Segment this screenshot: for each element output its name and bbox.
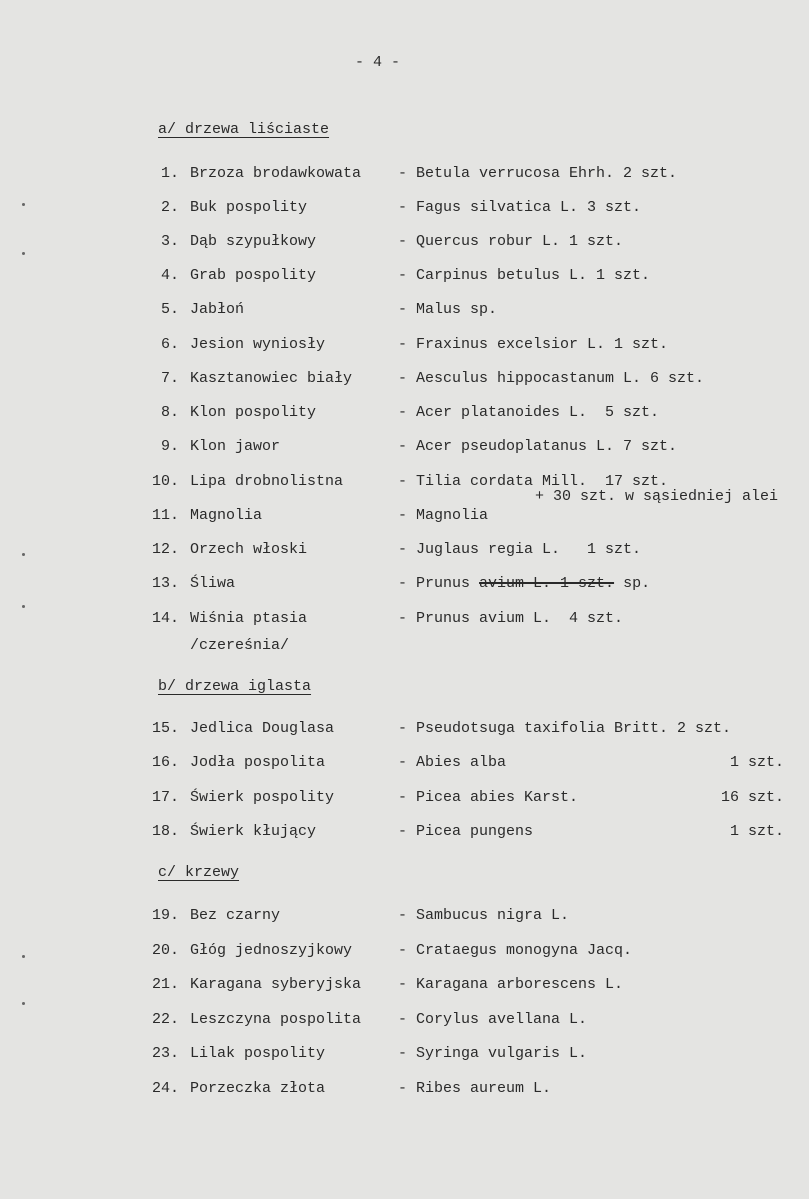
item-number: 21. [151,976,179,993]
item-number: 3. [160,233,179,250]
item-number: 6. [160,336,179,353]
polish-name: Orzech włoski [190,541,308,558]
polish-name: Buk pospolity [190,199,308,216]
item-number: 2. [160,199,179,216]
polish-name: Głóg jednoszyjkowy [190,942,353,959]
item-number: 10. [151,473,179,490]
polish-name: Świerk pospolity [190,789,335,806]
latin-name: - Fraxinus excelsior L. 1 szt. [398,336,669,353]
latin-name [398,575,650,593]
polish-name: Grab pospolity [190,267,317,284]
margin-dot [22,955,25,958]
latin-name: - Quercus robur L. 1 szt. [398,233,624,250]
item-number: 15. [151,720,179,737]
latin-name: - Acer platanoides L. 5 szt. [398,404,660,421]
margin-dot [22,1002,25,1005]
polish-name: Kasztanowiec biały [190,370,353,387]
latin-name: - Karagana arborescens L. [398,976,624,993]
latin-name: - Tilia cordata Mill. 17 szt. [398,473,669,490]
latin-name-suffix: sp. [614,575,651,592]
margin-dot [22,605,25,608]
latin-name: - Ribes aureum L. [398,1080,552,1097]
polish-name: Jedlica Douglasa [190,720,335,737]
polish-name: Leszczyna pospolita [190,1011,362,1028]
margin-dot [22,553,25,556]
note-extra: + 30 szt. w sąsiedniej alei [535,488,779,505]
item-number: 12. [151,541,179,558]
latin-name: - Abies alba [398,754,507,771]
count: 1 szt. [729,754,784,771]
latin-name: - Picea abies Karst. [398,789,579,806]
item-number: 23. [151,1045,179,1062]
latin-name: - Picea pungens [398,823,534,840]
item-number: 1. [160,165,179,182]
polish-name: Magnolia [190,507,263,524]
page-number: - 4 - [355,54,401,71]
item-number: 4. [160,267,179,284]
item-number: 22. [151,1011,179,1028]
latin-name: - Magnolia [398,507,489,524]
item-number: 20. [151,942,179,959]
polish-name: Jesion wyniosły [190,336,326,353]
polish-name: Lilak pospolity [190,1045,326,1062]
polish-name: Bez czarny [190,907,281,924]
latin-name: - Fagus silvatica L. 3 szt. [398,199,642,216]
struck-through-text: avium L. 1 szt. [479,575,615,592]
item-number: 9. [160,438,179,455]
latin-name-text: - Prunus [398,575,471,592]
polish-name: Porzeczka złota [190,1080,326,1097]
section-heading-shrubs: c/ krzewy [158,864,240,881]
polish-name: Brzoza brodawkowata [190,165,362,182]
latin-name: - Pseudotsuga taxifolia Britt. 2 szt. [398,720,732,737]
item-number: 7. [160,370,179,387]
item-number: 17. [151,789,179,806]
latin-name: - Carpinus betulus L. 1 szt. [398,267,651,284]
latin-name: - Crataegus monogyna Jacq. [398,942,633,959]
section-heading-deciduous: a/ drzewa liściaste [158,121,330,138]
latin-name: - Malus sp. [398,301,498,318]
polish-name: Klon jawor [190,438,281,455]
latin-name: - Sambucus nigra L. [398,907,570,924]
latin-name: - Acer pseudoplatanus L. 7 szt. [398,438,678,455]
item-number: 8. [160,404,179,421]
item-number: 13. [151,575,179,592]
latin-name: - Prunus avium L. 4 szt. [398,610,624,627]
item-number: 24. [151,1080,179,1097]
latin-name: - Betula verrucosa Ehrh. 2 szt. [398,165,678,182]
count: 16 szt. [720,789,784,806]
polish-name: Klon pospolity [190,404,317,421]
item-number: 18. [151,823,179,840]
polish-name: Karagana syberyjska [190,976,362,993]
item-number: 11. [151,507,179,524]
item-number: 16. [151,754,179,771]
latin-name: - Corylus avellana L. [398,1011,588,1028]
polish-name: Jodła pospolita [190,754,326,771]
polish-name: Świerk kłujący [190,823,317,840]
margin-dot [22,203,25,206]
latin-name: - Juglaus regia L. 1 szt. [398,541,642,558]
polish-name: Lipa drobnolistna [190,473,344,490]
polish-name: Wiśnia ptasia [190,610,308,627]
latin-name: - Aesculus hippocastanum L. 6 szt. [398,370,705,387]
latin-name: - Syringa vulgaris L. [398,1045,588,1062]
polish-name-alt: /czereśnia/ [190,637,290,654]
count: 1 szt. [729,823,784,840]
item-number: 19. [151,907,179,924]
item-number: 5. [160,301,179,318]
polish-name: Jabłoń [190,301,245,318]
item-number: 14. [151,610,179,627]
section-heading-conifers: b/ drzewa iglasta [158,678,312,695]
polish-name: Dąb szypułkowy [190,233,317,250]
margin-dot [22,252,25,255]
polish-name: Śliwa [190,575,236,592]
